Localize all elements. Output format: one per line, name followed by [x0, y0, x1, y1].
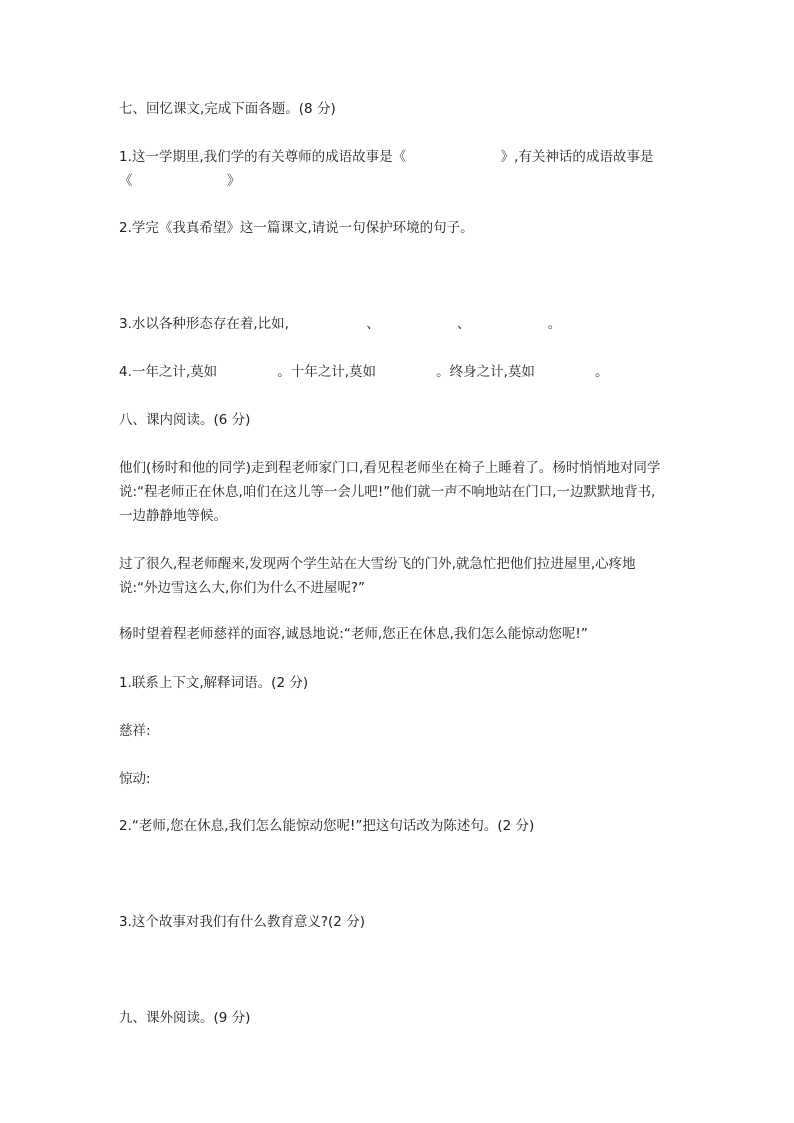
word-jingdong: 惊动: — [119, 771, 151, 787]
question-7-1-line-2: 《 》 — [119, 173, 241, 189]
section-9-heading: 九、课外阅读。(9 分) — [119, 1010, 251, 1026]
passage-paragraph-1-line-1: 他们(杨时和他的同学)走到程老师家门口,看见程老师坐在椅子上睡着了。杨时悄悄地对同学 — [119, 460, 661, 476]
question-8-3: 3.这个故事对我们有什么教育意义?(2 分) — [119, 914, 365, 930]
word-cixiang: 慈祥: — [119, 723, 151, 739]
passage-paragraph-1-line-3: 一边静静地等候。 — [119, 508, 227, 524]
section-7-heading: 七、回忆课文,完成下面各题。(8 分) — [119, 101, 336, 117]
question-7-2: 2.学完《我真希望》这一篇课文,请说一句保护环境的句子。 — [119, 220, 474, 236]
question-7-4: 4.一年之计,莫如 。十年之计,莫如 。终身之计,莫如 。 — [119, 364, 609, 380]
question-7-1-line-1: 1.这一学期里,我们学的有关尊师的成语故事是《 》,有关神话的成语故事是 — [119, 149, 654, 165]
question-8-2: 2.“老师,您在休息,我们怎么能惊动您呢!”把这句话改为陈述句。(2 分) — [119, 818, 535, 834]
passage-paragraph-1-line-2: 说:“程老师正在休息,咱们在这儿等一会儿吧!”他们就一声不响地站在门口,一边默默地背书, — [119, 484, 656, 500]
passage-paragraph-2-line-2: 说:“外边雪这么大,你们为什么不进屋呢?” — [119, 580, 365, 596]
question-8-1: 1.联系上下文,解释词语。(2 分) — [119, 675, 309, 691]
passage-paragraph-3: 杨时望着程老师慈祥的面容,诚恳地说:“老师,您正在休息,我们怎么能惊动您呢!” — [119, 626, 588, 642]
question-7-3: 3.水以各种形态存在着,比如, 、 、 。 — [119, 316, 562, 332]
passage-paragraph-2-line-1: 过了很久,程老师醒来,发现两个学生站在大雪纷飞的门外,就急忙把他们拉进屋里,心疼地 — [119, 556, 636, 572]
section-8-heading: 八、课内阅读。(6 分) — [119, 412, 251, 428]
